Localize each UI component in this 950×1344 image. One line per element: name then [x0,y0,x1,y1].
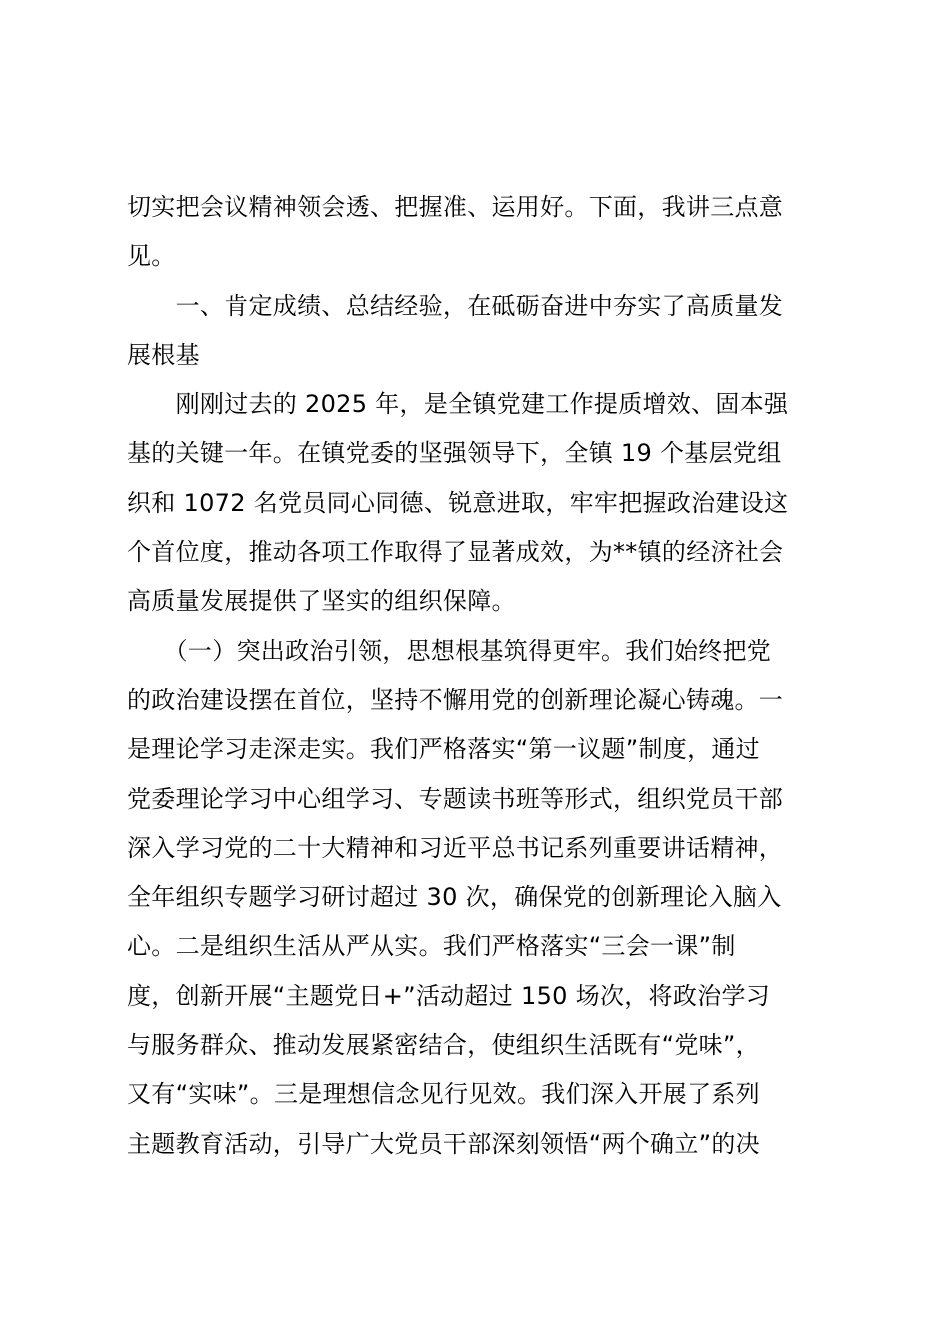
paragraph-subsection-1 [127,627,837,1169]
section-heading-1 [127,282,837,381]
text-line: 是理论学习走深走实。我们严格落实“第一议题”制度，通过 [127,735,760,764]
text-line: 刚刚过去的 2025 年，是全镇党建工作提质增效、固本强 [127,390,789,419]
text-line: 基的关键一年。在镇党委的坚强领导下，全镇 19 个基层党组 [127,439,782,468]
heading-line: 展根基 [127,340,200,369]
text-line: 个首位度，推动各项工作取得了显著成效，为**镇的经济社会 [127,538,784,567]
text-line: 深入学习党的二十大精神和习近平总书记系列重要讲话精神， [127,833,784,862]
text-line: 织和 1072 名党员同心同德、锐意进取，牢牢把握政治建设这 [127,488,789,517]
text-line: 高质量发展提供了坚实的组织保障。 [127,587,516,616]
text-line: 的政治建设摆在首位，坚持不懈用党的创新理论凝心铸魂。一 [127,685,784,714]
text-line: 主题教育活动，引导广大党员干部深刻领悟“两个确立”的决 [127,1129,760,1158]
text-line: （一）突出政治引领，思想根基筑得更牢。我们始终把党 [127,636,772,665]
text-line: 度，创新开展“主题党日+”活动超过 150 场次，将政治学习 [127,981,771,1010]
paragraph-summary-2025 [127,380,837,626]
text-line: 心。二是组织生活从严从实。我们严格落实“三会一课”制 [127,932,736,961]
paragraph-intro-continuation [127,183,837,282]
text-line: 党委理论学习中心组学习、专题读书班等形式，组织党员干部 [127,784,784,813]
text-line: 全年组织专题学习研讨超过 30 次，确保党的创新理论入脑入 [127,883,782,912]
document-body [127,183,837,1169]
heading-line: 一、肯定成绩、总结经验，在砥砺奋进中夯实了高质量发 [127,291,784,320]
text-line: 又有“实味”。三是理想信念见行见效。我们深入开展了系列 [127,1080,760,1109]
text-line: 切实把会议精神领会透、把握准、运用好。下面，我讲三点意 [127,193,784,221]
text-line: 与服务群众、推动发展紧密结合，使组织生活既有“党味”， [127,1031,760,1060]
text-line: 见。 [127,242,176,271]
